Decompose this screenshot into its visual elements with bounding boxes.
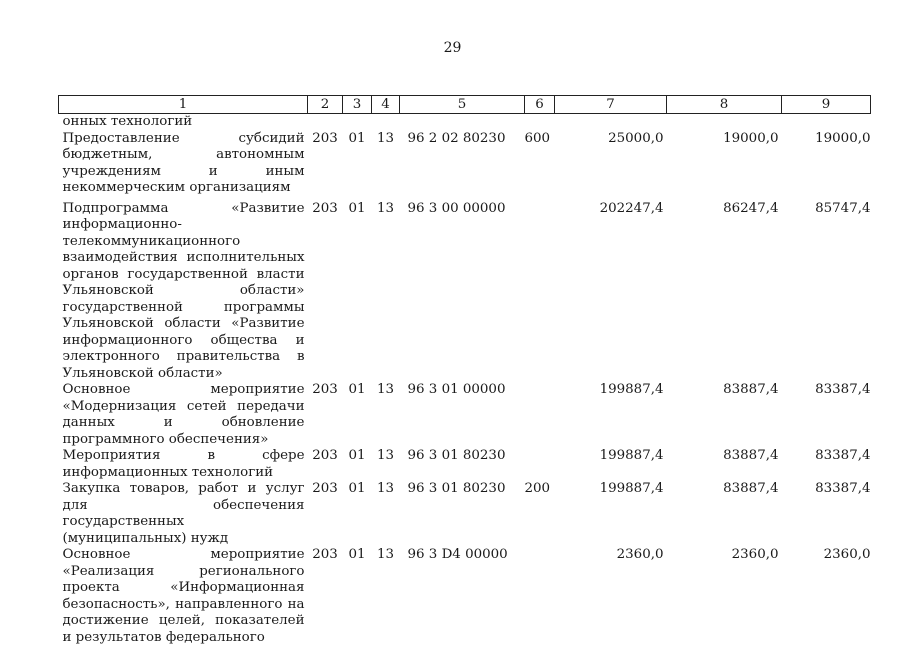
cell-expense-type xyxy=(525,114,555,131)
table-row xyxy=(59,382,871,448)
cell-ministry: 203 xyxy=(312,130,338,146)
cell-target-article: 96 3 01 80230 xyxy=(407,481,506,496)
cell-amount-col8: 83887,4 xyxy=(723,448,779,463)
row-description: Предоставление субсидий бюджетным, автономным учреждениям и иным некоммерческим организациям xyxy=(62,130,305,195)
cell-ministry: 203 xyxy=(312,481,338,496)
cell-amount-col9: 19000,0 xyxy=(815,130,871,146)
cell-section: 01 xyxy=(348,547,366,562)
cell-ministry: 203 xyxy=(312,547,338,562)
cell-expense-type xyxy=(525,201,555,383)
cell-target-article xyxy=(400,114,525,131)
table-row xyxy=(59,201,871,383)
header-col-9: 9 xyxy=(782,96,871,114)
header-col-5: 5 xyxy=(400,96,525,114)
cell-amount-col9: 83387,4 xyxy=(815,382,871,397)
cell-ministry: 203 xyxy=(312,448,338,463)
header-col-4: 4 xyxy=(372,96,400,114)
cell-amount-col9: 2360,0 xyxy=(823,547,871,562)
row-description: Основное мероприятие «Модернизация сетей передачи данных и обновление программного обеспечения» xyxy=(62,382,305,447)
table-row xyxy=(59,448,871,481)
cell-amount-col7: 199887,4 xyxy=(599,448,664,463)
header-col-7: 7 xyxy=(555,96,667,114)
cell-target-article: 96 3 D4 00000 xyxy=(407,547,508,562)
cell-section: 01 xyxy=(348,130,366,146)
cell-target-article: 96 3 00 00000 xyxy=(407,200,506,216)
header-col-3: 3 xyxy=(343,96,372,114)
cell-amount-col7 xyxy=(555,114,667,131)
header-col-8: 8 xyxy=(667,96,782,114)
row-description: Подпрограмма «Развитие информационно-телекоммуникационного взаимодействия исполнительных органов государственной власти Ульяновской области» государственной программы Ульяновской области «Развитие информационного общества и электронного правительства в Ульяновской области» xyxy=(62,200,305,381)
cell-target-article: 96 3 01 80230 xyxy=(407,448,506,463)
cell-expense-type xyxy=(525,448,555,481)
cell-amount-col8 xyxy=(667,114,782,131)
table-row xyxy=(59,547,871,646)
table-row xyxy=(59,131,871,201)
row-description: Закупка товаров, работ и услуг для обеспечения государственных (муниципальных) нужд xyxy=(62,481,305,546)
cell-section: 01 xyxy=(348,200,366,216)
cell-section: 01 xyxy=(348,382,366,397)
cell-ministry xyxy=(308,114,343,131)
cell-section: 01 xyxy=(348,481,366,496)
header-col-6: 6 xyxy=(525,96,555,114)
cell-amount-col9: 83387,4 xyxy=(815,448,871,463)
cell-target-article: 96 3 01 00000 xyxy=(407,382,506,397)
cell-subsection: 13 xyxy=(376,481,395,496)
header-col-2: 2 xyxy=(308,96,343,114)
header-row xyxy=(59,96,871,114)
cell-section xyxy=(343,114,372,131)
budget-table xyxy=(58,95,871,646)
cell-subsection: 13 xyxy=(376,448,395,463)
table-row xyxy=(59,114,871,131)
cell-amount-col8: 19000,0 xyxy=(723,130,779,146)
cell-amount-col7: 25000,0 xyxy=(608,130,664,146)
cell-amount-col7: 199887,4 xyxy=(599,481,664,496)
row-description: Основное мероприятие «Реализация регионального проекта «Информационная безопасность», направленного на достижение целей, показателей и результатов федерального xyxy=(62,547,305,645)
cell-subsection: 13 xyxy=(376,130,395,146)
cell-subsection xyxy=(372,114,400,131)
cell-ministry: 203 xyxy=(312,200,338,216)
cell-ministry: 203 xyxy=(312,382,338,397)
cell-amount-col8: 86247,4 xyxy=(723,200,779,216)
cell-amount-col8: 83887,4 xyxy=(723,481,779,496)
page-number: 29 xyxy=(443,40,462,56)
cell-expense-type: 200 xyxy=(524,481,551,496)
cell-amount-col7: 2360,0 xyxy=(616,547,664,562)
row-description: Мероприятия в сфере информационных технологий xyxy=(62,448,305,480)
cell-amount-col8: 83887,4 xyxy=(723,382,779,397)
cell-amount-col7: 199887,4 xyxy=(599,382,664,397)
cell-expense-type xyxy=(525,382,555,448)
cell-expense-type xyxy=(525,547,555,646)
cell-amount-col8: 2360,0 xyxy=(731,547,779,562)
table-row xyxy=(59,481,871,547)
header-col-1: 1 xyxy=(59,96,308,114)
cell-section: 01 xyxy=(348,448,366,463)
cell-amount-col9 xyxy=(782,114,871,131)
cell-subsection: 13 xyxy=(376,382,395,397)
cell-amount-col7: 202247,4 xyxy=(599,200,664,216)
row-description: онных технологий xyxy=(62,114,193,129)
cell-target-article: 96 2 02 80230 xyxy=(407,130,506,146)
cell-expense-type: 600 xyxy=(524,130,551,146)
cell-amount-col9: 85747,4 xyxy=(815,200,871,216)
cell-amount-col9: 83387,4 xyxy=(815,481,871,496)
cell-subsection: 13 xyxy=(376,547,395,562)
cell-subsection: 13 xyxy=(376,200,395,216)
